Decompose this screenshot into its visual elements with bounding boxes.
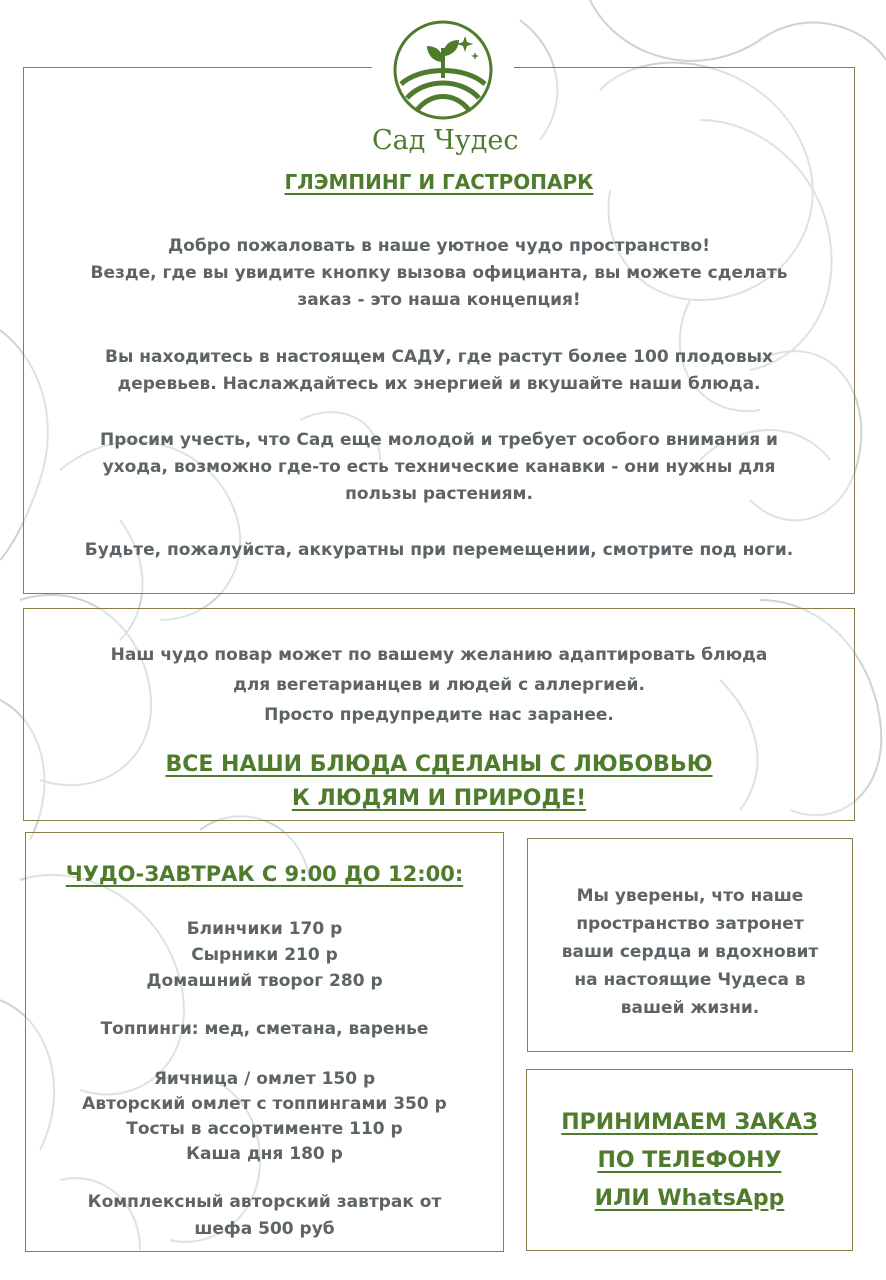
menu-item: шефа 500 руб	[194, 1219, 335, 1239]
garden-logo-icon	[391, 18, 495, 122]
brand-logo	[372, 6, 519, 166]
order-text	[526, 1104, 853, 1218]
text-line: ухода, возможно где-то есть технические канавки - они нужны для	[102, 457, 776, 477]
menu-item: Домашний творог 280 р	[146, 971, 383, 991]
complex-breakfast	[25, 1189, 504, 1243]
breakfast-items-1	[25, 916, 504, 994]
menu-item: Блинчики 170 р	[186, 919, 343, 939]
text-line: ваши сердца и вдохновит	[561, 942, 819, 962]
text-line: на настоящие Чудеса в	[574, 970, 806, 990]
chef-text	[23, 640, 855, 730]
chef-slogan	[23, 748, 855, 816]
menu-item: Сырники 210 р	[191, 945, 338, 965]
brand-name: Сад Чудес	[372, 125, 519, 156]
text-line: Просто предупредите нас заранее.	[264, 705, 614, 725]
menu-item: Каша дня 180 р	[186, 1144, 343, 1164]
breakfast-title: ЧУДО-ЗАВТРАК С 9:00 ДО 12:00:	[65, 862, 464, 886]
menu-item: Комплексный авторский завтрак от	[87, 1192, 442, 1212]
intro-paragraph-3	[23, 427, 855, 508]
text-line: заказ - это наша концепция!	[297, 290, 581, 310]
text-line: деревьев. Наслаждайтесь их энергией и вкушайте наши блюда.	[117, 374, 761, 394]
order-line: ПРИНИМАЕМ ЗАКАЗ	[561, 1110, 818, 1135]
intro-paragraph-2	[23, 344, 855, 398]
text-line: Наш чудо повар может по вашему желанию адаптировать блюда	[110, 645, 768, 665]
text-line: Везде, где вы увидите кнопку вызова официанта, вы можете сделать	[90, 263, 788, 283]
brand-subtitle: ГЛЭМПИНГ И ГАСТРОПАРК	[284, 170, 594, 194]
intro-paragraph-4	[23, 537, 855, 564]
text-line: пользы растениям.	[345, 484, 533, 504]
toppings-line: Топпинги: мед, сметана, варенье	[100, 1019, 429, 1039]
menu-item: Тосты в ассортименте 110 р	[126, 1119, 403, 1139]
order-line: ИЛИ WhatsApp	[594, 1186, 785, 1211]
slogan-line: К ЛЮДЯМ И ПРИРОДЕ!	[291, 786, 587, 811]
text-line: Вы находитесь в настоящем САДУ, где растут более 100 плодовых	[105, 347, 773, 367]
text-line: вашей жизни.	[620, 998, 760, 1018]
text-line: Мы уверены, что наше	[576, 886, 804, 906]
text-line: Добро пожаловать в наше уютное чудо пространство!	[168, 236, 710, 256]
intro-paragraph-1	[23, 233, 855, 314]
menu-item: Авторский омлет с топпингами 350 р	[82, 1094, 447, 1114]
wishes-text	[527, 882, 853, 1022]
order-line: ПО ТЕЛЕФОНУ	[597, 1148, 782, 1173]
text-line: Будьте, пожалуйста, аккуратны при перемещении, смотрите под ноги.	[84, 540, 794, 560]
text-line: для вегетарианцев и людей с аллергией.	[233, 675, 645, 695]
text-line: Просим учесть, что Сад еще молодой и требует особого внимания и	[100, 430, 778, 450]
slogan-line: ВСЕ НАШИ БЛЮДА СДЕЛАНЫ С ЛЮБОВЬЮ	[165, 752, 713, 777]
breakfast-items-2	[25, 1067, 504, 1167]
menu-item: Яичница / омлет 150 р	[153, 1069, 376, 1089]
text-line: пространство затронет	[576, 914, 804, 934]
